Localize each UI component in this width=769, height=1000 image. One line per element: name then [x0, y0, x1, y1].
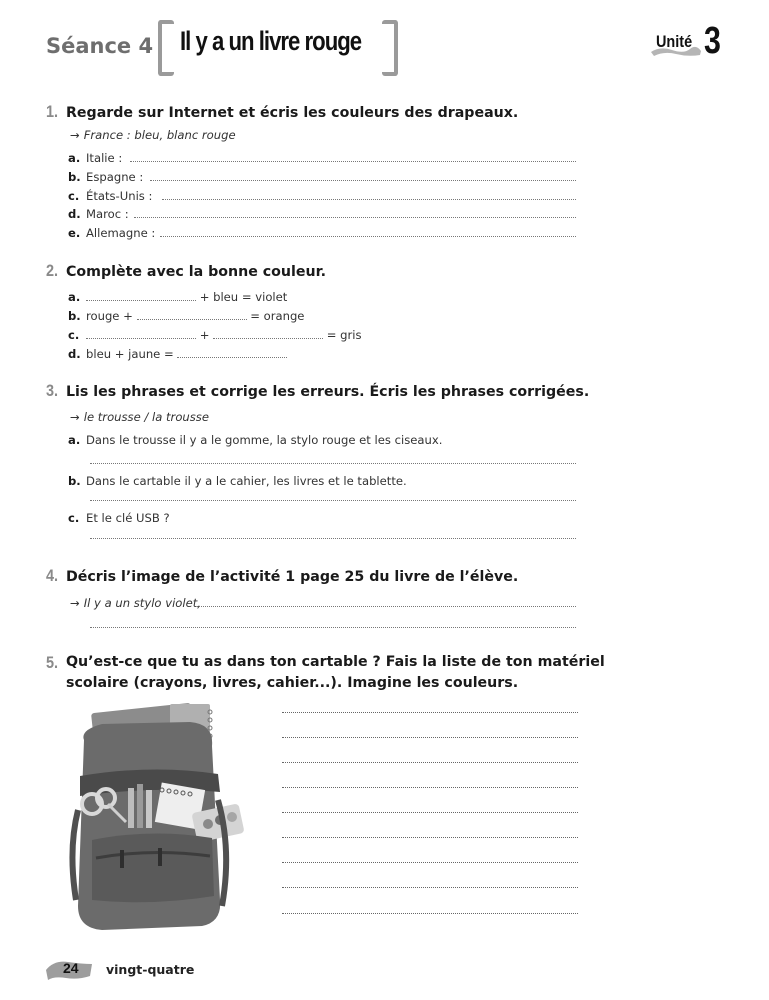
exercise-instruction: Qu’est-ce que tu as dans ton cartable ? Fais la liste de ton matériel scolaire (crayons, livres, cahier...). Imagine les couleurs. [66, 654, 605, 691]
arrow-right-icon: → [70, 596, 80, 610]
exercise-number: 1. [46, 102, 59, 121]
arrow-right-icon: → [70, 128, 80, 142]
answer-line[interactable] [90, 463, 576, 464]
writing-line[interactable] [282, 837, 578, 838]
exercise-4-heading [46, 566, 518, 586]
exercise-1-item-b: b. Espagne : [68, 170, 144, 184]
writing-line[interactable] [282, 712, 578, 713]
blank[interactable] [137, 309, 247, 320]
exercise-1-example: → France : bleu, blanc rouge [70, 128, 236, 142]
answer-line[interactable] [90, 627, 576, 628]
exercise-instruction: Lis les phrases et corrige les erreurs. Écris les phrases corrigées. [66, 384, 590, 400]
writing-line[interactable] [282, 787, 578, 788]
title-frame [158, 20, 398, 70]
unit-label: Unité [656, 32, 693, 51]
seance-label: Séance 4 [46, 34, 154, 58]
arrow-right-icon: → [70, 410, 80, 424]
exercise-1-item-d: d. Maroc : [68, 207, 129, 221]
unit-badge [650, 20, 730, 66]
backpack-image [62, 700, 252, 940]
right-bracket [382, 20, 398, 76]
blank[interactable] [177, 347, 287, 358]
blank[interactable] [86, 328, 196, 339]
exercise-3-item-c: c. Et le clé USB ? [68, 511, 170, 525]
exercise-1-item-e: e. Allemagne : [68, 226, 156, 240]
exercise-3-example: → le trousse / la trousse [70, 410, 209, 424]
exercise-3-heading [46, 381, 589, 401]
answer-line[interactable] [134, 217, 576, 218]
unit-number: 3 [704, 20, 721, 62]
page-number-words: vingt-quatre [106, 962, 195, 977]
exercise-instruction: Regarde sur Internet et écris les couleurs des drapeaux. [66, 105, 519, 121]
exercise-instruction: Décris l’image de l’activité 1 page 25 du livre de l’élève. [66, 569, 519, 585]
exercise-number: 4. [46, 566, 59, 585]
answer-line[interactable] [130, 161, 576, 162]
answer-line[interactable] [150, 180, 576, 181]
page-title: Il y a un livre rouge [180, 26, 362, 56]
exercise-number: 5. [46, 653, 59, 672]
exercise-1-item-c: c. États-Unis : [68, 189, 153, 203]
exercise-number: 3. [46, 381, 59, 400]
blank[interactable] [86, 290, 196, 301]
page-number: 24 [63, 960, 79, 976]
exercise-3-item-a: a. Dans le trousse il y a le gomme, la stylo rouge et les ciseaux. [68, 433, 443, 447]
exercise-2-item-b: b. rouge + = orange [68, 309, 305, 323]
exercise-instruction: Complète avec la bonne couleur. [66, 264, 326, 280]
writing-line[interactable] [282, 862, 578, 863]
answer-line[interactable] [90, 500, 576, 501]
left-bracket [158, 20, 174, 76]
writing-line[interactable] [282, 812, 578, 813]
exercise-2-item-a: a. + bleu = violet [68, 290, 288, 304]
exercise-1-heading [46, 102, 518, 122]
answer-line[interactable] [160, 236, 576, 237]
writing-line[interactable] [282, 762, 578, 763]
answer-line[interactable] [90, 538, 576, 539]
exercise-3-item-b: b. Dans le cartable il y a le cahier, les livres et le tablette. [68, 474, 407, 488]
writing-line[interactable] [282, 913, 578, 914]
exercise-5-heading [46, 652, 646, 694]
writing-line[interactable] [282, 887, 578, 888]
exercise-number: 2. [46, 261, 59, 280]
blank[interactable] [213, 328, 323, 339]
exercise-4-example: → Il y a un stylo violet, [70, 596, 201, 610]
answer-line[interactable] [162, 199, 576, 200]
writing-line[interactable] [282, 737, 578, 738]
exercise-1-item-a: a. Italie : [68, 151, 123, 165]
exercise-2-item-d: d. bleu + jaune = [68, 347, 287, 361]
answer-line[interactable] [197, 606, 576, 607]
exercise-2-heading [46, 261, 326, 281]
exercise-2-item-c: c. + = gris [68, 328, 362, 342]
